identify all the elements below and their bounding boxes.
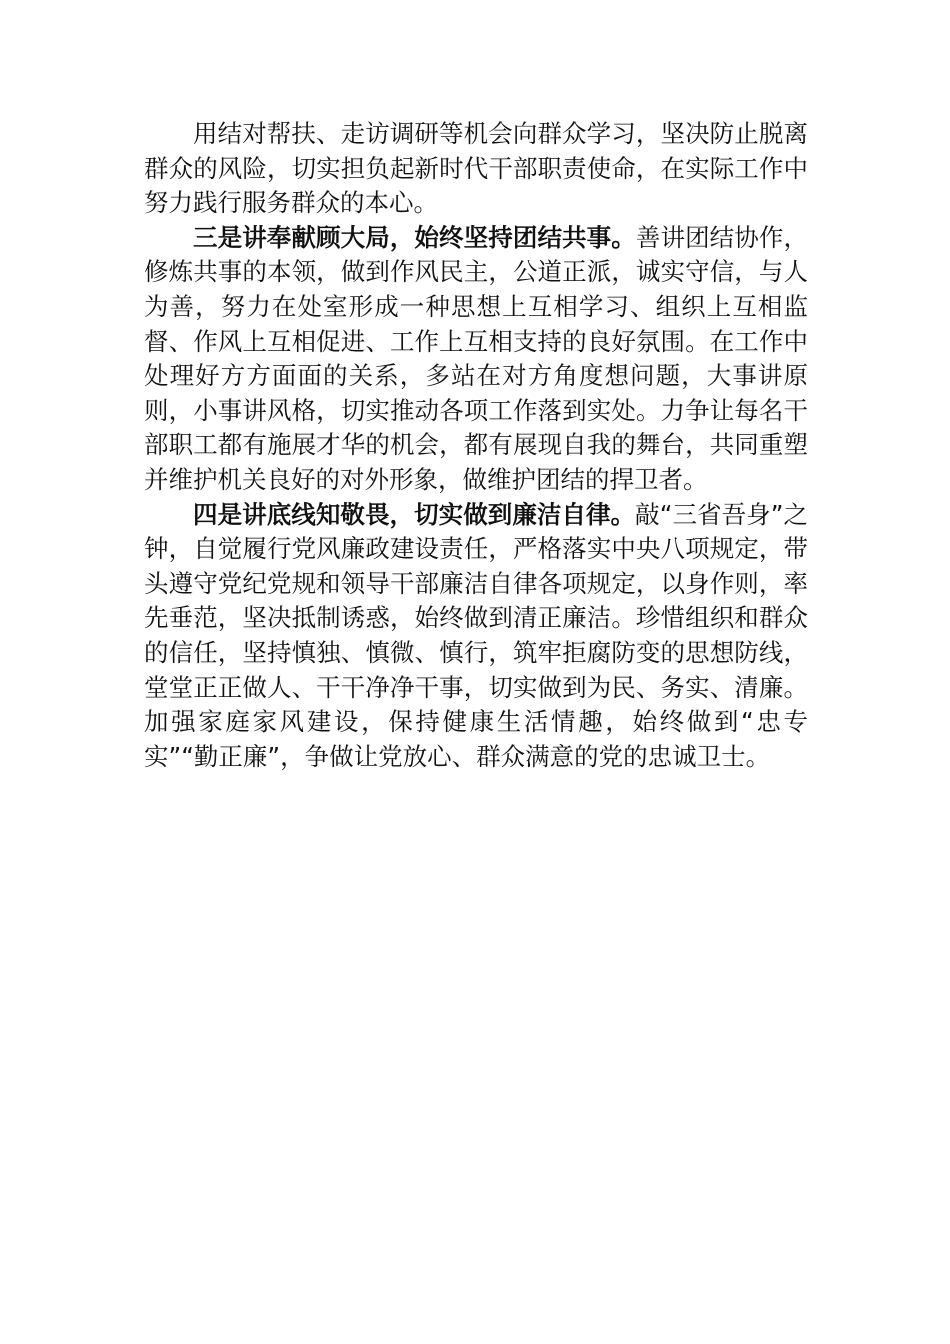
paragraph-integrity [144,498,808,775]
document-body [144,117,808,774]
paragraph-lead-heading: 三是讲奉献顾大局，始终坚持团结共事。 [193,222,636,252]
paragraph-continuation [144,117,808,221]
paragraph-text: 用结对帮扶、走访调研等机会向群众学习，坚决防止脱离群众的风险，切实担负起新时代干部职责使命，在实际工作中努力践行服务群众的本心。 [144,119,808,218]
paragraph-text: 敲“三省吾身”之钟，自觉履行党风廉政建设责任，严格落实中央八项规定，带头遵守党纪党规和领导干部廉洁自律各项规定，以身作则，率先垂范，坚决抵制诱惑，始终做到清正廉洁。珍惜组织和群众的信任，坚持慎独、慎微、慎行，筑牢拒腐防变的思想防线，堂堂正正做人、干干净净干事，切实做到为民、务实、清廉。加强家庭家风建设，保持健康生活情趣，始终做到“忠专实”“勤正廉”，争做让党放心、群众满意的党的忠诚卫士。 [144,499,809,771]
paragraph-text: 善讲团结协作，修炼共事的本领，做到作风民主，公道正派，诚实守信，与人为善，努力在处室形成一种思想上互相学习、组织上互相监督、作风上互相促进、工作上互相支持的良好氛围。在工作中处理好方方面面的关系，多站在对方角度想问题，大事讲原则，小事讲风格，切实推动各项工作落到实处。力争让每名干部职工都有施展才华的机会，都有展现自我的舞台，共同重塑并维护机关良好的对外形象，做维护团结的捍卫者。 [144,222,808,494]
paragraph-lead-heading: 四是讲底线知敬畏，切实做到廉洁自律。 [193,499,636,529]
paragraph-teamwork [144,221,808,498]
